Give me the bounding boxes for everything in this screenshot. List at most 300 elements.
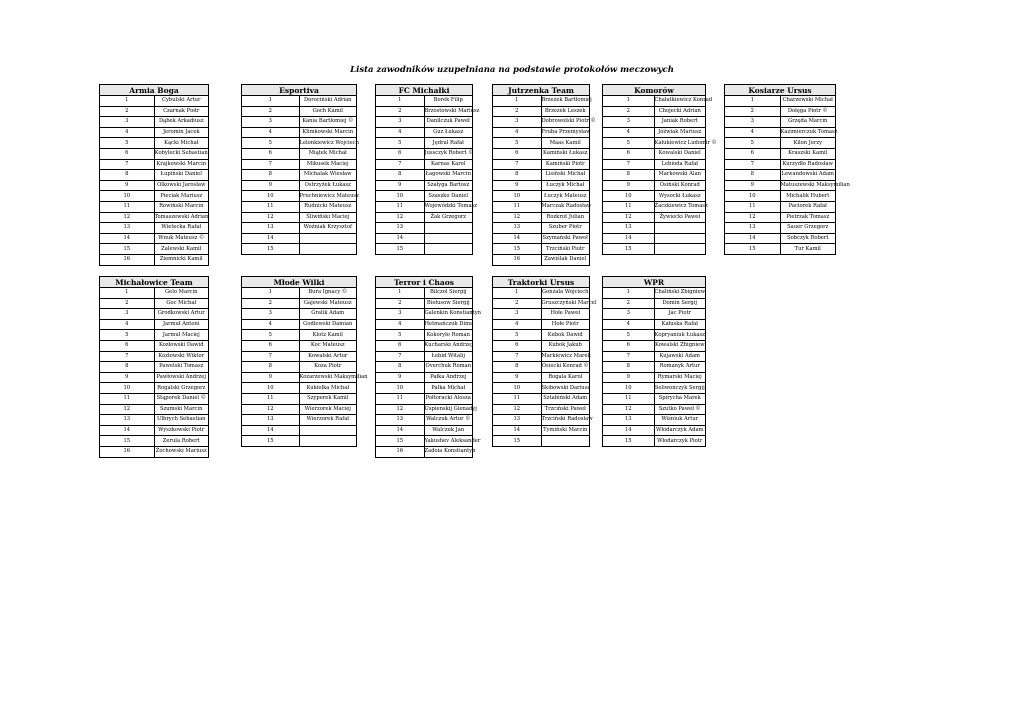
table-row	[242, 170, 357, 181]
player-name: Mikusek Maciej	[299, 159, 357, 170]
player-name: Kącki Michał	[154, 138, 209, 149]
player-name: Karnas Karol	[424, 159, 473, 170]
player-number: 1	[100, 96, 155, 107]
player-name: Kobylecki Sebastian	[154, 148, 209, 159]
table-row	[100, 298, 209, 309]
player-name: Szuber Piotr	[541, 223, 590, 234]
team-table	[241, 276, 368, 447]
player-number: 1	[376, 96, 425, 107]
table-row	[725, 233, 836, 244]
player-name: Pałka Andrzej	[424, 372, 473, 383]
table-row	[376, 393, 473, 404]
table-row	[493, 117, 590, 128]
player-number: 12	[100, 404, 155, 415]
table-row	[100, 180, 209, 191]
player-number: 2	[603, 106, 655, 117]
player-number: 9	[100, 372, 155, 383]
team-name: FC Michałki	[376, 85, 473, 96]
player-name: Spirycha Marek	[654, 393, 706, 404]
table-row	[603, 436, 706, 447]
player-number: 15	[493, 436, 542, 447]
player-number: 3	[242, 117, 300, 128]
table-row	[603, 159, 706, 170]
player-name: Dołęga Piotr ©	[780, 106, 836, 117]
team-table	[375, 84, 480, 255]
player-name: Trzciński Radosław	[541, 415, 590, 426]
player-name: Trzciński Piotr	[541, 244, 590, 255]
table-row	[242, 436, 357, 447]
table-row	[376, 180, 473, 191]
player-name: Kałukiewicz Ludomir ©	[654, 138, 706, 149]
player-name: Goc Michał	[154, 298, 209, 309]
table-row	[100, 244, 209, 255]
table-row	[376, 425, 473, 436]
player-number: 4	[376, 127, 425, 138]
player-number: 5	[376, 330, 425, 341]
player-number: 16	[376, 446, 425, 457]
player-name: Godlewski Damian	[299, 319, 357, 330]
player-number: 11	[242, 393, 300, 404]
player-number: 4	[603, 127, 655, 138]
player-name: Kozłowski Wiktor	[154, 351, 209, 362]
player-name: Wierzorek Rafał	[299, 415, 357, 426]
player-name: Gralik Adam	[299, 309, 357, 320]
table-row	[493, 298, 590, 309]
player-number: 7	[242, 159, 300, 170]
player-number: 8	[603, 170, 655, 181]
table-row	[100, 351, 209, 362]
player-name: Pruchniewicz Mateusz	[299, 191, 357, 202]
player-name: Rowiński Marcin	[154, 201, 209, 212]
table-row	[493, 96, 590, 107]
player-number: 7	[603, 159, 655, 170]
player-name: Fruba Przemysław	[541, 127, 590, 138]
table-row	[242, 351, 357, 362]
table-row	[603, 351, 706, 362]
player-number: 5	[603, 330, 655, 341]
player-number: 5	[603, 138, 655, 149]
player-number: 8	[100, 170, 155, 181]
player-name: Kowalski Artur	[299, 351, 357, 362]
table-row	[725, 244, 836, 255]
table-row	[603, 233, 706, 244]
table-row	[493, 191, 590, 202]
player-name	[299, 425, 357, 436]
player-number: 12	[603, 212, 655, 223]
team-name: Komorów	[603, 85, 706, 96]
player-number: 15	[493, 244, 542, 255]
player-number: 15	[603, 244, 655, 255]
table-row	[493, 288, 590, 299]
table-row	[603, 309, 706, 320]
player-name: Kilon Jerzy	[780, 138, 836, 149]
table-row	[242, 138, 357, 149]
table-row	[376, 340, 473, 351]
player-name: Rudnicki Mateusz	[299, 201, 357, 212]
player-number: 10	[493, 191, 542, 202]
player-name: Czarnak Piotr	[154, 106, 209, 117]
team-name: Jutrzenka Team	[493, 85, 590, 96]
player-number: 9	[376, 180, 425, 191]
player-number: 16	[493, 254, 542, 265]
player-name: Charzewski Michał	[780, 96, 836, 107]
player-number: 2	[493, 106, 542, 117]
player-number: 4	[242, 319, 300, 330]
table-row	[603, 201, 706, 212]
table-row	[376, 244, 473, 255]
player-name: Ulbrych Sebastian	[154, 415, 209, 426]
player-number: 13	[376, 415, 425, 426]
player-name: Kamiński Łukasz	[541, 148, 590, 159]
player-number: 4	[725, 127, 781, 138]
table-row	[100, 446, 209, 457]
player-number: 15	[100, 244, 155, 255]
player-number: 4	[100, 319, 155, 330]
player-name: Zalewski Kamil	[154, 244, 209, 255]
player-number: 3	[100, 117, 155, 128]
player-name: Maas Kamil	[541, 138, 590, 149]
player-number: 12	[376, 404, 425, 415]
table-row	[376, 106, 473, 117]
player-number: 8	[100, 362, 155, 373]
player-number: 12	[242, 212, 300, 223]
player-name: Klotz Kamil	[299, 330, 357, 341]
player-name: Włodarczyk Adam	[654, 425, 706, 436]
table-row	[493, 170, 590, 181]
table-row	[493, 148, 590, 159]
player-number: 8	[603, 362, 655, 373]
player-name: Brzezek Bartłomiej	[541, 96, 590, 107]
player-number: 11	[603, 393, 655, 404]
page-title: Lista zawodników uzupełniana na podstawie protokołów meczowych	[350, 65, 674, 75]
player-number: 1	[725, 96, 781, 107]
player-name: Olkowski Jarosław	[154, 180, 209, 191]
player-number: 13	[100, 223, 155, 234]
table-row	[603, 404, 706, 415]
table-row	[100, 212, 209, 223]
table-row	[493, 383, 590, 394]
player-name: Paciorek Rafał	[780, 201, 836, 212]
team-table	[492, 84, 596, 266]
player-name: Borek Filip	[424, 96, 473, 107]
player-number: 3	[493, 117, 542, 128]
player-number: 14	[603, 425, 655, 436]
player-name: Grzęda Marcin	[780, 117, 836, 128]
table-row	[493, 159, 590, 170]
player-name: Tymiński Marcin	[541, 425, 590, 436]
player-number: 11	[100, 393, 155, 404]
table-row	[376, 170, 473, 181]
player-number: 13	[725, 223, 781, 234]
player-number: 9	[100, 180, 155, 191]
table-row	[100, 383, 209, 394]
player-name: Zerula Robert	[154, 436, 209, 447]
table-row	[493, 180, 590, 191]
player-number: 9	[603, 180, 655, 191]
player-number: 9	[242, 372, 300, 383]
player-number: 13	[493, 223, 542, 234]
table-row	[100, 191, 209, 202]
player-number: 15	[376, 436, 425, 447]
table-row	[376, 233, 473, 244]
player-number: 4	[242, 127, 300, 138]
player-name: Wysocki Łukasz	[654, 191, 706, 202]
player-number: 3	[603, 117, 655, 128]
player-name: Włodarczyk Piotr	[654, 436, 706, 447]
table-row	[603, 415, 706, 426]
player-number: 14	[242, 425, 300, 436]
table-row	[603, 117, 706, 128]
player-name: Łupiński Daniel	[154, 170, 209, 181]
table-row	[100, 372, 209, 383]
table-row	[376, 415, 473, 426]
player-number: 10	[242, 383, 300, 394]
player-number: 9	[242, 180, 300, 191]
player-number: 2	[242, 298, 300, 309]
table-row	[100, 127, 209, 138]
player-number: 1	[493, 288, 542, 299]
player-name: Dąbek Arkadiusz	[154, 117, 209, 128]
table-row	[603, 298, 706, 309]
table-row	[242, 148, 357, 159]
table-row	[493, 233, 590, 244]
player-number: 14	[100, 425, 155, 436]
table-row	[725, 96, 836, 107]
player-name: Kurzydło Radosław	[780, 159, 836, 170]
player-name: Janiak Robert	[654, 117, 706, 128]
team-table	[724, 84, 850, 255]
table-row	[376, 96, 473, 107]
table-row	[493, 223, 590, 234]
table-row	[603, 244, 706, 255]
player-name: Ostrzyżek Łukasz	[299, 180, 357, 191]
player-number: 5	[242, 330, 300, 341]
player-number: 3	[242, 309, 300, 320]
player-number: 5	[100, 330, 155, 341]
player-number: 6	[242, 148, 300, 159]
table-row	[100, 148, 209, 159]
table-row	[603, 138, 706, 149]
player-number: 12	[100, 212, 155, 223]
team-table	[241, 84, 357, 255]
player-number: 12	[376, 212, 425, 223]
player-number: 15	[100, 436, 155, 447]
player-name: Szutko Paweł ©	[654, 404, 706, 415]
player-number: 11	[376, 201, 425, 212]
player-name: Yakushev Aleksander	[424, 436, 473, 447]
player-number: 7	[100, 351, 155, 362]
player-name: Pietrzak Tomasz	[780, 212, 836, 223]
table-row	[603, 127, 706, 138]
table-row	[376, 436, 473, 447]
table-row	[725, 201, 836, 212]
team-name: Terror i Chaos	[376, 277, 473, 288]
table-row	[603, 212, 706, 223]
player-name: Kopryaniuk Łukasz	[654, 330, 706, 341]
player-number: 7	[493, 351, 542, 362]
table-row	[100, 319, 209, 330]
player-number: 6	[376, 340, 425, 351]
player-name: Chojecki Adrian	[654, 106, 706, 117]
table-row	[100, 415, 209, 426]
player-name: Kubok Jakub	[541, 340, 590, 351]
table-row	[100, 362, 209, 373]
player-name: Osiecki Konrad ©	[541, 362, 590, 373]
table-row	[100, 233, 209, 244]
player-number: 3	[376, 117, 425, 128]
player-name: Szymański Paweł	[541, 233, 590, 244]
player-number: 9	[493, 372, 542, 383]
table-row	[603, 319, 706, 330]
player-number: 1	[242, 96, 300, 107]
table-row	[376, 201, 473, 212]
player-number: 5	[725, 138, 781, 149]
player-number: 8	[376, 170, 425, 181]
table-row	[242, 212, 357, 223]
table-row	[100, 393, 209, 404]
player-name: Jarmuł Antoni	[154, 319, 209, 330]
table-row	[493, 127, 590, 138]
table-row	[242, 159, 357, 170]
player-name: Kujawski Adam	[654, 351, 706, 362]
player-number: 13	[603, 223, 655, 234]
player-name: Łuczyk Mateusz	[541, 191, 590, 202]
player-name: Lelonkiewicz Wojciech	[299, 138, 357, 149]
player-number: 5	[100, 138, 155, 149]
player-number: 14	[493, 425, 542, 436]
player-number: 6	[100, 148, 155, 159]
player-number: 3	[493, 309, 542, 320]
player-number: 11	[493, 393, 542, 404]
table-row	[242, 223, 357, 234]
player-name: Guz Łukasz	[424, 127, 473, 138]
table-row	[242, 425, 357, 436]
table-row	[376, 138, 473, 149]
player-name: Goch Kamil	[299, 106, 357, 117]
team-table	[99, 84, 209, 266]
table-row	[603, 148, 706, 159]
player-number: 14	[242, 233, 300, 244]
player-name: Żywiecki Paweł	[654, 212, 706, 223]
player-name: Danilczuk Paweł	[424, 117, 473, 128]
player-name: Kozłowski Dawid	[154, 340, 209, 351]
player-name: Seliwonczyk Sergij	[654, 383, 706, 394]
player-name: Stąporek Daniel ©	[154, 393, 209, 404]
player-name: Wnuk Mateusz ©	[154, 233, 209, 244]
table-row	[100, 117, 209, 128]
table-row	[603, 96, 706, 107]
player-name: Kraszski Kamil	[780, 148, 836, 159]
player-number: 10	[100, 383, 155, 394]
table-row	[376, 148, 473, 159]
table-row	[376, 159, 473, 170]
player-number: 6	[603, 340, 655, 351]
player-number: 8	[242, 362, 300, 373]
player-name: Rogala Karol	[541, 372, 590, 383]
player-number: 6	[603, 148, 655, 159]
player-number: 2	[376, 106, 425, 117]
player-number: 3	[603, 309, 655, 320]
player-number: 8	[376, 362, 425, 373]
player-name: Galenkin Konstiantyn	[424, 309, 473, 320]
table-row	[100, 340, 209, 351]
player-name: Michalak Wiesław	[299, 170, 357, 181]
player-number: 4	[376, 319, 425, 330]
player-number: 14	[603, 233, 655, 244]
player-number: 6	[493, 148, 542, 159]
player-name: Żak Grzegorz	[424, 212, 473, 223]
player-number: 9	[376, 372, 425, 383]
player-name: Lisiński Michał	[541, 170, 590, 181]
table-row	[376, 212, 473, 223]
table-row	[100, 170, 209, 181]
table-row	[493, 404, 590, 415]
player-number: 8	[725, 170, 781, 181]
player-number: 11	[376, 393, 425, 404]
player-name: Łagowski Marcin	[424, 170, 473, 181]
player-number: 14	[376, 233, 425, 244]
player-name: Szałyga Bartosz	[424, 180, 473, 191]
table-row	[376, 117, 473, 128]
table-row	[242, 191, 357, 202]
player-name: Jóźwiak Mariusz	[654, 127, 706, 138]
player-name: Kowalski Daniel	[654, 148, 706, 159]
player-name: Kowalski Zbigniew	[654, 340, 706, 351]
player-number: 3	[100, 309, 155, 320]
player-name: Pawłowski Andrzej	[154, 372, 209, 383]
player-number: 11	[493, 201, 542, 212]
player-number: 3	[376, 309, 425, 320]
player-number: 15	[603, 436, 655, 447]
player-number: 4	[603, 319, 655, 330]
player-name: Pawelski Tomasz	[154, 362, 209, 373]
player-name: Gruszczyński Marcel	[541, 298, 590, 309]
player-name: Gajewski Mateusz	[299, 298, 357, 309]
player-name: Rymarski Maciej	[654, 372, 706, 383]
player-name: Łuczyk Michał	[541, 180, 590, 191]
table-row	[242, 393, 357, 404]
table-row	[603, 383, 706, 394]
player-name: Zawiślak Daniel	[541, 254, 590, 265]
player-name: Pałka Michał	[424, 383, 473, 394]
player-name: Żochowski Mariusz	[154, 446, 209, 457]
player-name: Brzostowski Mariusz	[424, 106, 473, 117]
player-number: 1	[376, 288, 425, 299]
player-name	[299, 436, 357, 447]
player-number: 14	[376, 425, 425, 436]
player-name: Hetmańczuk Dima	[424, 319, 473, 330]
table-row	[603, 223, 706, 234]
player-name: Uspienskij Gienadyj	[424, 404, 473, 415]
table-row	[242, 288, 357, 299]
player-name: Wojewódzki Tomasz	[424, 201, 473, 212]
table-row	[100, 106, 209, 117]
player-number: 16	[100, 254, 155, 265]
player-number: 10	[242, 191, 300, 202]
table-row	[242, 233, 357, 244]
player-name: Zadoia Konstiantyn	[424, 446, 473, 457]
table-row	[376, 127, 473, 138]
table-row	[493, 372, 590, 383]
player-number: 2	[603, 298, 655, 309]
table-row	[725, 212, 836, 223]
team-name: Esportiva	[242, 85, 357, 96]
table-row	[493, 425, 590, 436]
player-number: 2	[242, 106, 300, 117]
player-name: Jac Piotr	[654, 309, 706, 320]
team-table	[602, 84, 717, 255]
player-number: 13	[493, 415, 542, 426]
